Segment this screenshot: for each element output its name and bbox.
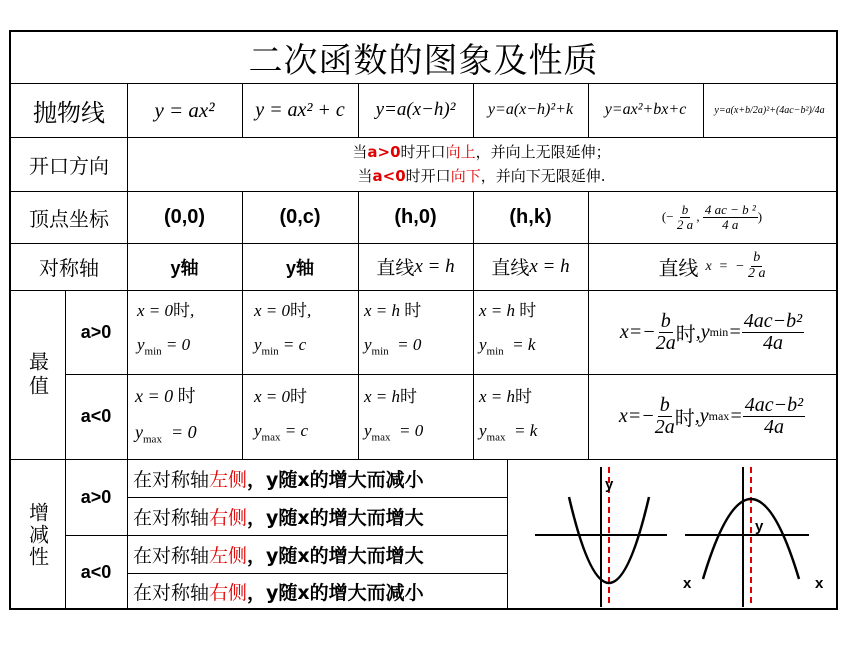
parabola-graphs [507,459,836,610]
mono-row-2 [127,497,507,535]
fraction: $\frac{b}{2a}$ [654,394,675,438]
math: = 0 [165,335,191,354]
text: 时 [173,301,191,321]
text: ，y随x的增大而增大 [247,506,424,529]
ext-neg-5: x=− $\frac{b}{2a}$ 时 ,y max = $\frac{\text{4ac−b²}}{4a}$ [618,394,804,438]
math: = 0 [397,335,422,354]
condition-highlight: a<0 [372,167,406,185]
formula-3: y=a(x−h)² [375,99,456,120]
ext-pos-1: x = 0时, $y_{min} = 0$ [137,301,195,358]
axis-1: y轴 [170,257,199,278]
text: 时 [515,387,533,407]
math: = k [514,421,538,440]
math: = c [284,421,309,440]
side-highlight: 左侧 [209,468,248,491]
text: 当 [357,167,373,185]
x-label-right: x [815,575,824,592]
text: 直线 [658,256,699,280]
cond-neg: a<0 [80,562,112,582]
page-title: 二次函数的图象及性质 [248,41,599,81]
fraction: $\frac{\text{4ac−b²}}{4a}$ [744,394,804,438]
ext-neg-1: x = 0 时 $y_{max} = 0$ [135,386,197,446]
text: 时 [290,301,308,321]
math: = k [512,335,536,354]
text: 时开口 [400,143,446,161]
x-label-left: x [683,575,692,592]
vertex-1: (0,0) [163,205,206,228]
row-head-axis: 对称轴 [39,256,99,280]
y-label-right: y [755,518,764,535]
cond-neg: a<0 [80,406,112,426]
text: 时 [290,387,308,407]
row-head-vertex: 顶点坐标 [29,206,109,231]
math: x = 0 [254,387,291,406]
text: 时 [177,386,196,407]
math: x = h [479,301,516,320]
text: 直线 [376,257,415,279]
text: ，y随x的增大而减小 [247,582,424,604]
vertex-5: (− $\frac{b}{2 a}$ , $\frac{\text{4 ac − b ²}}{4 a}$ ) [661,201,763,232]
quadratic-table [9,30,838,610]
ext-neg-4: x = h时 $y_{max} = k$ [479,387,538,444]
formula-4: y=a(x−h)²+k [487,101,574,118]
vertex-2: (0,c) [279,205,321,228]
side-highlight: 左侧 [209,544,248,567]
row-head-monotonic: 增减性 [25,501,50,568]
fraction: $\frac{\text{4ac−b²}}{4a}$ [743,309,803,354]
fraction: $\frac{\text{4 ac − b ²}}{4 a}$ [704,201,756,232]
formula-6: y=a(x+b/2a)²+(4ac−b²)/4a [714,104,825,116]
fraction: $\frac{b}{2 a}$ [748,250,766,281]
text: 时 [400,387,418,407]
side-highlight: 右侧 [209,506,248,529]
math: x = h [529,255,570,277]
row-head-opening: 开口方向 [29,153,109,178]
text: 在对称轴 [133,506,210,529]
formula-5: y=ax²+bx+c [604,101,687,118]
opening-pos-line [352,140,610,164]
mono-row-1 [127,459,507,497]
vertex-4: (h,k) [509,205,552,228]
row-head-extreme: 最值 [25,350,50,399]
axis-2: y轴 [285,257,314,278]
math: = 0 [170,422,197,442]
math: x = h [364,387,401,406]
text: ，并向上无限延伸； [475,143,611,161]
ext-neg-2: x = 0时 $y_{max} = c$ [254,387,309,444]
fraction: $\frac{b}{2 a}$ [676,201,694,232]
text: 时开口 [405,167,451,185]
text: 时 [674,406,695,430]
mono-row-3 [127,535,507,573]
cond-pos: a>0 [80,321,112,342]
text: ，y随x的增大而减小 [247,468,424,491]
text: 时 [404,301,422,321]
ext-pos-4: x = h 时 $y_{min} = k$ [479,301,537,358]
text: ，y随x的增大而增大 [247,544,424,567]
text: 在对称轴 [133,544,210,567]
math: x = h [364,301,401,320]
ext-pos-3: x = h 时 $y_{min} = 0$ [364,301,422,358]
mono-row-4 [127,573,507,610]
text: 时 [675,321,696,346]
math: x = 0 [254,301,291,320]
text: 在对称轴 [133,468,210,491]
opening-neg-line [358,164,606,188]
text: 时 [519,301,537,321]
math: x = 0 [135,386,174,406]
ext-neg-3: x = h时 $y_{max} = 0$ [364,387,424,444]
formula-2: y = ax² + c [255,98,345,121]
text: 直线 [491,257,530,279]
fraction: $\frac{b}{2a}$ [655,309,676,354]
math: = 0 [399,421,424,440]
axis-5: 直线 x = − $\frac{b}{2 a}$ [658,250,766,281]
opening-text [127,137,836,191]
math: x = 0 [137,301,174,320]
ext-pos-5: x=− $\frac{b}{2a}$ 时 ,y min = $\frac{\text{4ac−b²}}{4a}$ [619,309,803,354]
axis-3 [358,243,473,290]
formula-1: y = ax² [154,97,215,122]
text: ，并向下无限延伸. [480,167,606,185]
text: 当 [352,143,368,161]
math: x = h [479,387,516,406]
row-head-parabola: 抛物线 [33,98,105,127]
cond-pos: a>0 [80,486,112,507]
direction-highlight: 向下 [450,167,481,185]
vertex-3: (h,0) [394,205,437,228]
direction-highlight: 向上 [445,143,476,161]
math: x = h [414,255,455,277]
condition-highlight: a>0 [367,143,401,161]
ext-pos-2: x = 0时, $y_{min} = c$ [254,301,312,358]
axis-4 [473,243,588,290]
side-highlight: 右侧 [209,582,248,604]
y-label-left: y [605,476,614,493]
math: = c [282,335,307,354]
text: 在对称轴 [133,582,210,604]
